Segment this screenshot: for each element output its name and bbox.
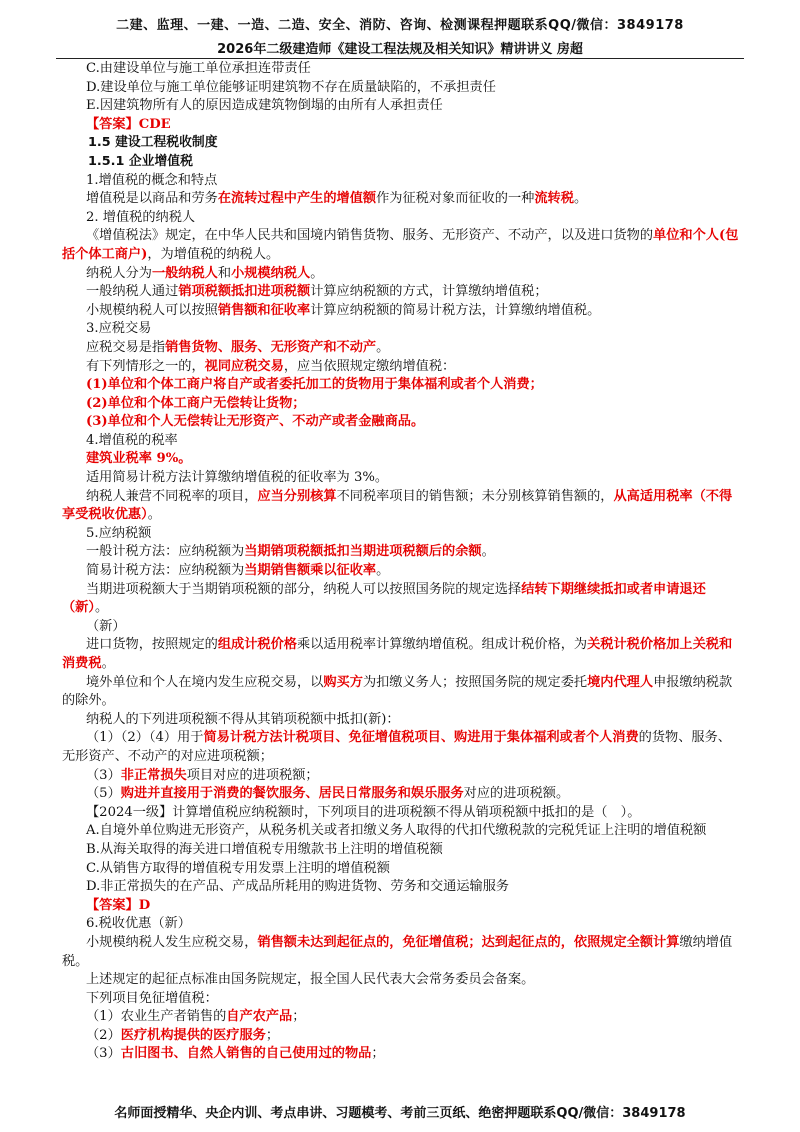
list-item: （3）古旧图书、自然人销售的自己使用过的物品； <box>86 1046 385 1062</box>
list-item: (2)单位和个体工商户无偿转让货物； <box>86 395 306 411</box>
paragraph: 一般纳税人通过销项税额抵扣进项税额计算应纳税额的方式，计算缴纳增值税； <box>86 284 548 300</box>
paragraph: 简易计税方法：应纳税额为当期销售额乘以征收率。 <box>86 563 390 579</box>
option-c: C.从销售方取得的增值税专用发票上注明的增值税额 <box>86 860 390 876</box>
paragraph: 适用简易计税方法计算缴纳增值税的征收率为 3%。 <box>86 470 389 486</box>
paragraph: 纳税人分为一般纳税人和小规模纳税人。 <box>86 265 324 281</box>
paragraph: 纳税人兼营不同税率的项目，应当分别核算不同税率项目的销售额；未分别核算销售额的，从高适用税率（不得享受税收优惠）。 <box>62 488 733 523</box>
list-item: (3)单位和个人无偿转让无形资产、不动产或者金融商品。 <box>86 414 425 430</box>
document-body <box>62 60 742 1064</box>
paragraph: 小规模纳税人可以按照销售额和征收率计算应纳税额的简易计税方法，计算缴纳增值税。 <box>86 302 601 318</box>
paragraph: 增值税是以商品和劳务在流转过程中产生的增值额作为征税对象而征收的一种流转税。 <box>86 191 588 207</box>
list-item: （1）农业生产者销售的自产农产品； <box>86 1009 306 1025</box>
header-divider <box>56 58 744 59</box>
paragraph: 6.税收优惠（新） <box>86 916 191 932</box>
paragraph: 2. 增值税的纳税人 <box>86 209 196 225</box>
paragraph: 3.应税交易 <box>86 321 152 337</box>
question: 【2024一级】计算增值税应纳税额时，下列项目的进项税额不得从销项税额中抵扣的是（ ）。 <box>86 804 641 820</box>
option-c: C.由建设单位与施工单位承担连带责任 <box>86 61 311 76</box>
option-d: D.非正常损失的在产品、产成品所耗用的购进货物、劳务和交通运输服务 <box>86 879 510 895</box>
paragraph: 《增值税法》规定，在中华人民共和国境内销售货物、服务、无形资产、不动产，以及进口货物的单位和个人(包括个体工商户)，为增值税的纳税人。 <box>62 228 739 262</box>
paragraph: 上述规定的起征点标准由国务院规定，报全国人民代表大会常务委员会备案。 <box>86 972 535 988</box>
answer-label: 【答案】CDE <box>86 116 171 132</box>
paragraph: 当期进项税额大于当期销项税额的部分，纳税人可以按照国务院的规定选择结转下期继续抵扣或者申请退还（新）。 <box>62 581 706 616</box>
paragraph: 有下列情形之一的，视同应税交易，应当依照规定缴纳增值税： <box>86 358 456 374</box>
paragraph: 下列项目免征增值税： <box>86 990 218 1006</box>
paragraph: 1.增值税的概念和特点 <box>86 172 218 188</box>
paragraph: （5）购进并直接用于消费的餐饮服务、居民日常服务和娱乐服务对应的进项税额。 <box>86 786 570 802</box>
paragraph: 纳税人的下列进项税额不得从其销项税额中抵扣(新)： <box>86 711 400 727</box>
page-title: 2026年二级建造师《建设工程法规及相关知识》精讲讲义 房超 <box>217 42 583 57</box>
section-heading: 1.5 建设工程税收制度 <box>88 135 218 151</box>
list-item: （2）医疗机构提供的医疗服务； <box>86 1027 280 1043</box>
answer-label: 【答案】D <box>86 897 151 913</box>
option-e: E.因建筑物所有人的原因造成建筑物倒塌的由所有人承担责任 <box>86 98 443 114</box>
paragraph: 进口货物，按照规定的组成计税价格乘以适用税率计算缴纳增值税。组成计税价格，为关税计税价格加上关税和消费税。 <box>62 637 733 671</box>
list-item: (1)单位和个体工商户将自产或者委托加工的货物用于集体福利或者个人消费； <box>86 377 543 393</box>
paragraph: 小规模纳税人发生应税交易，销售额未达到起征点的，免征增值税；达到起征点的，依照规定全额计算缴纳增值税。 <box>62 934 733 969</box>
header-contact-line: 二建、监理、一建、一造、二造、安全、消防、咨询、检测课程押题联系QQ/微信：3849178 <box>116 18 684 33</box>
option-a: A.自境外单位购进无形资产，从税务机关或者扣缴义务人取得的代扣代缴税款的完税凭证上注明的增值税额 <box>86 823 707 839</box>
paragraph: 一般计税方法：应纳税额为当期销项税额抵扣当期进项税额后的余额。 <box>86 544 495 560</box>
footer-contact-line: 名师面授精华、央企内训、考点串讲、习题模考、考前三页纸、绝密押题联系QQ/微信：3849178 <box>114 1106 686 1121</box>
paragraph: （新） <box>86 618 126 634</box>
paragraph: （3）非正常损失项目对应的进项税额； <box>86 767 319 783</box>
paragraph: 境外单位和个人在境内发生应税交易，以购买方为扣缴义务人；按照国务院的规定委托境内代理人申报缴纳税款的除外。 <box>62 674 733 709</box>
paragraph: （1）（2）（4）用于简易计税方法计税项目、免征增值税项目、购进用于集体福利或者个人消费的货物、服务、无形资产、不动产的对应进项税额； <box>62 730 731 764</box>
paragraph: 建筑业税率 9%。 <box>86 451 192 467</box>
paragraph: 4.增值税的税率 <box>86 432 178 448</box>
option-d: D.建设单位与施工单位能够证明建筑物不存在质量缺陷的，不承担责任 <box>86 79 496 95</box>
paragraph: 应税交易是指销售货物、服务、无形资产和不动产。 <box>86 339 390 355</box>
subsection-heading: 1.5.1 企业增值税 <box>88 153 193 169</box>
paragraph: 5.应纳税额 <box>86 525 152 541</box>
option-b: B.从海关取得的海关进口增值税专用缴款书上注明的增值税额 <box>86 841 443 857</box>
